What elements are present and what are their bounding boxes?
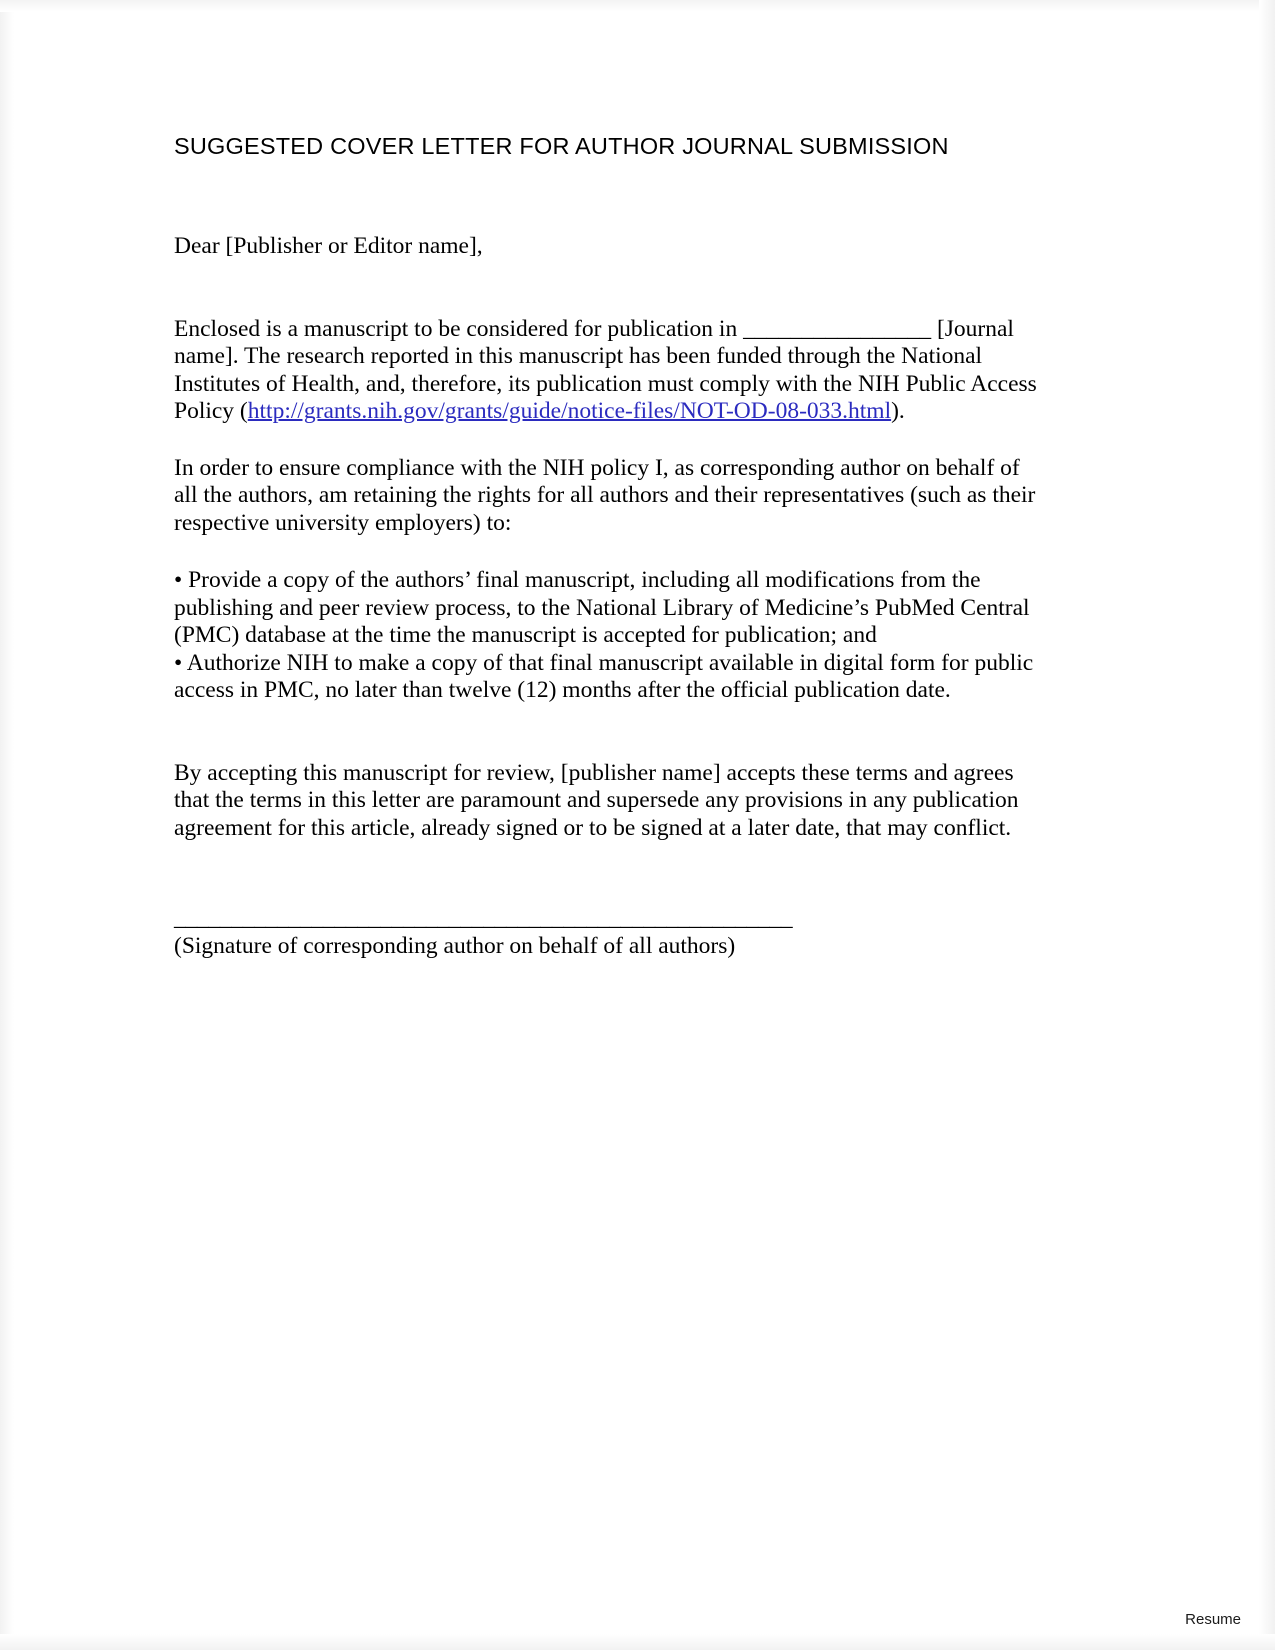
list-item: • Provide a copy of the authors’ final manuscript, including all modifications from the publishing and peer review process, to the National Library of Medicine’s PubMed Central (PMC) database at the time the manuscript is accepted for publication; and (174, 567, 1030, 649)
page-edge-shade-left (0, 0, 14, 1650)
letter-body (174, 132, 1044, 960)
page-edge-shade-right (1259, 0, 1275, 1650)
paragraph-1-text-after-link: ). (891, 398, 905, 425)
paragraph-1-text-before-link: Enclosed is a manuscript to be considered for publication in ________________ [Journal name]. The research reported in this manuscript has been funded through the National Institutes of Health, and, therefore, its publication must comply with the NIH Public Access Policy ( (174, 315, 1037, 425)
rights-bullet-list (174, 567, 1044, 705)
nih-public-access-policy-link[interactable]: http://grants.nih.gov/grants/guide/notice-files/NOT-OD-08-033.html (247, 398, 892, 425)
paragraph-enclosed-manuscript (174, 316, 1044, 426)
paragraph-compliance-rights: In order to ensure compliance with the NIH policy I, as corresponding author on behalf of all the authors, am retaining the rights for all authors and their representatives (such as their respective university employers) to: (174, 454, 1036, 536)
salutation-line: Dear [Publisher or Editor name], (174, 233, 483, 260)
signature-caption: (Signature of corresponding author on behalf of all authors) (174, 932, 736, 959)
signature-line: ______________________________________________________ (174, 905, 793, 932)
page-edge-shade-top (0, 0, 1275, 12)
footer-label: Resume (1185, 1611, 1241, 1628)
list-item: • Authorize NIH to make a copy of that final manuscript available in digital form for public access in PMC, no later than twelve (12) months after the official publication date. (174, 649, 1034, 704)
signature-block (174, 905, 1044, 960)
page-title: SUGGESTED COVER LETTER FOR AUTHOR JOURNAL SUBMISSION (174, 133, 949, 159)
page-edge-shade-bottom (0, 1634, 1275, 1650)
paragraph-acceptance-terms: By accepting this manuscript for review, [publisher name] accepts these terms and agrees that the terms in this letter are paramount and supersede any provisions in any publication agreement for this article, already signed or to be signed at a later date, that may conflict. (174, 759, 1019, 841)
